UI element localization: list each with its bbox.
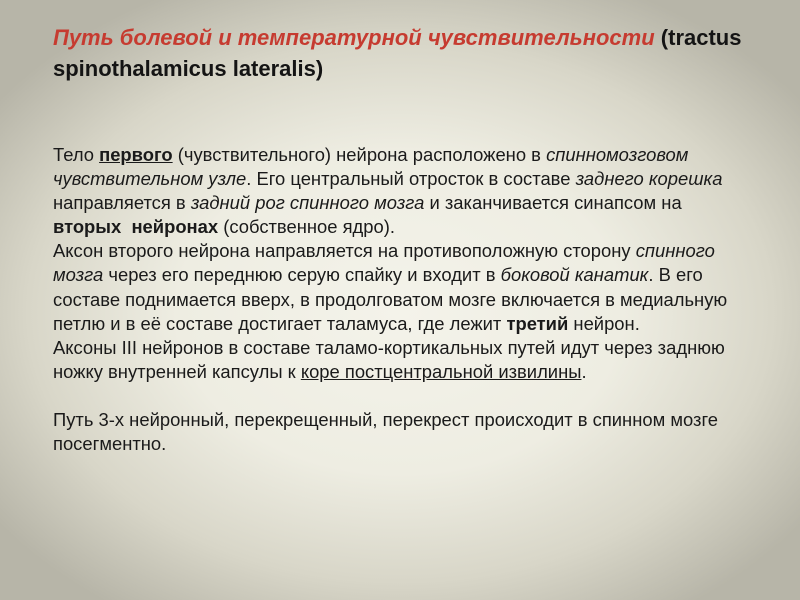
text-run: нейрон. (568, 312, 640, 334)
text-run: (собственное ядро). (218, 216, 395, 238)
text-run: (чувствительного) нейрона расположено в (172, 144, 547, 165)
text-run-italic: заднего корешка (575, 168, 723, 190)
slide-body (53, 143, 753, 456)
text-run: Аксон второго нейрона направляется на противоположную сторону (53, 240, 636, 262)
paragraph-third-neuron (53, 336, 753, 384)
paragraph-spacer (53, 384, 753, 408)
text-run-emphasis: первого (99, 144, 173, 165)
paragraph-second-neuron (53, 239, 753, 335)
text-run-bold: третий (506, 312, 569, 334)
title-russian: Путь болевой и температурной чувствительности (53, 25, 655, 50)
slide-title (53, 22, 753, 84)
text-run-italic: боковой канатик (500, 264, 649, 286)
text-run: направляется в (53, 192, 191, 214)
text-run-italic: задний рог спинного мозга (190, 192, 425, 214)
paragraph-first-neuron (53, 143, 753, 239)
text-run-underlined: коре постцентральной извилины (300, 360, 582, 382)
text-run-italic: спинного мозга (53, 240, 715, 286)
text-run: . В его составе поднимается вверх, в продолговатом мозге включается в медиальную петлю и в её составе достигает таламуса, где лежит (53, 264, 728, 334)
text-run: и заканчивается синапсом на (424, 192, 692, 214)
text-run: Тело (53, 144, 100, 165)
text-run: через его переднюю серую спайку и входит в (103, 264, 501, 286)
text-run: Аксоны III нейронов в составе таламо-кортикальных путей идут через заднюю ножку внутренней капсулы к (53, 336, 725, 382)
text-run: . Его центральный отросток в составе (246, 168, 576, 190)
paragraph-summary: Путь 3-х нейронный, перекрещенный, перекрест происходит в спинном мозге посегментно. (53, 408, 718, 455)
text-run-italic: спинномозговом чувствительном узле (53, 144, 689, 190)
text-run-bold: вторых нейронах (53, 216, 219, 238)
text-run: . (581, 360, 587, 382)
title-latin: (tractus spinothalamicus lateralis) (53, 25, 742, 81)
